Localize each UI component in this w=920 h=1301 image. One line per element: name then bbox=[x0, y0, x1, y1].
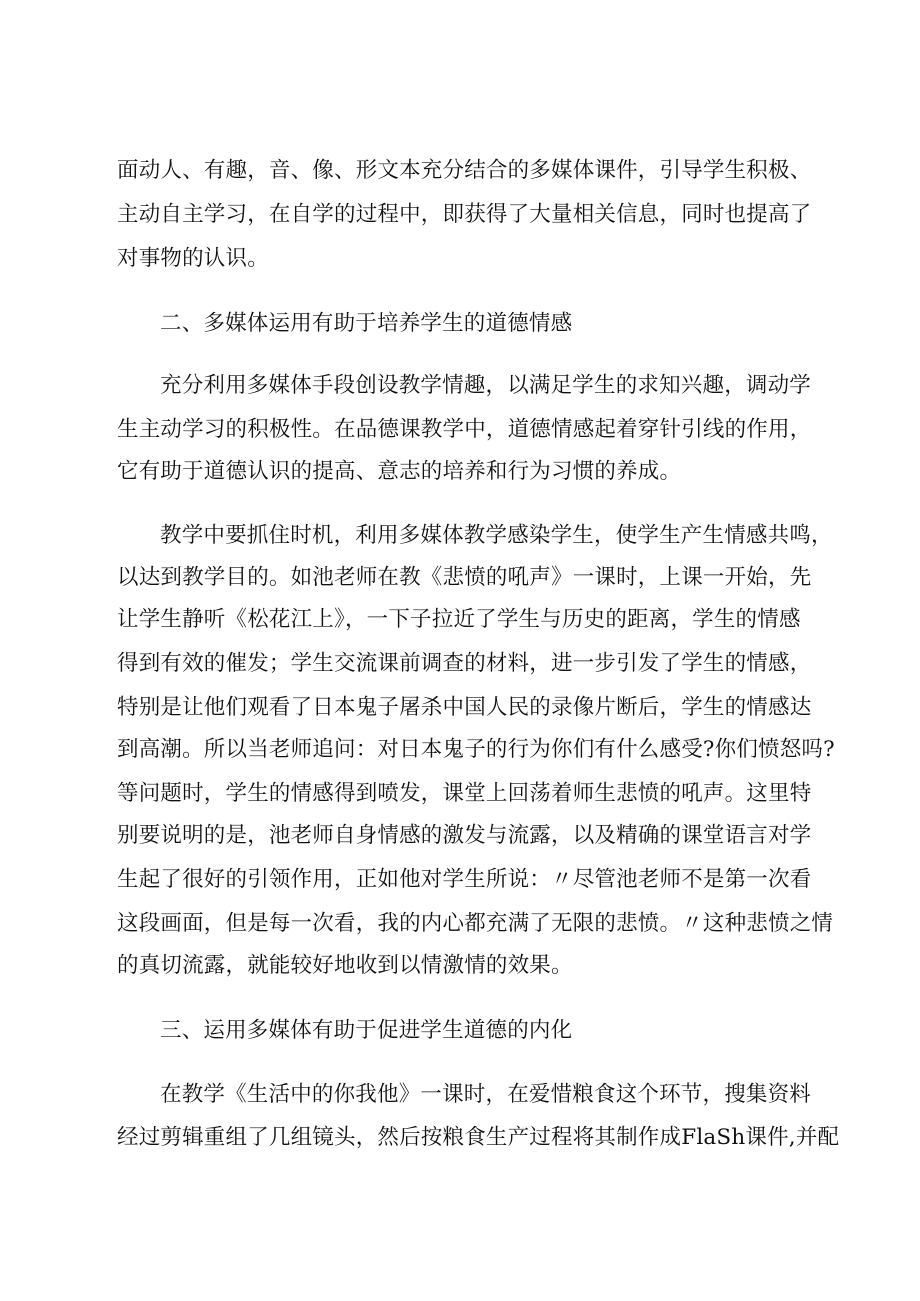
paragraph-3-line-4: 得到有效的催发；学生交流课前调查的材料，进一步引发了学生的情感， bbox=[117, 651, 812, 676]
paragraph-3-line-1: 教学中要抓住时机，利用多媒体教学感染学生，使学生产生情感共鸣， bbox=[160, 523, 833, 548]
paragraph-3-line-5: 特别是让他们观看了日本鬼子屠杀中国人民的录像片断后，学生的情感达 bbox=[117, 695, 812, 720]
paragraph-2-line-2: 生主动学习的积极性。在品德课教学中，道德情感起着穿针引线的作用， bbox=[117, 417, 812, 442]
paragraph-1-line-1: 面动人、有趣，音、像、形文本充分结合的多媒体课件，引导学生积极、 bbox=[117, 158, 812, 183]
paragraph-3-line-2: 以达到教学目的。如池老师在教《悲愤的吼声》一课时，上课一开始，先 bbox=[117, 565, 812, 590]
paragraph-3-line-8: 别要说明的是，池老师自身情感的激发与流露，以及精确的课堂语言对学 bbox=[117, 823, 812, 848]
section-heading-3: 三、运用多媒体有助于促进学生道德的内化 bbox=[160, 1018, 573, 1043]
paragraph-3-line-6: 到高潮。所以当老师追问：对日本鬼子的行为你们有什么感受?你们愤怒吗? bbox=[117, 737, 835, 762]
paragraph-3-line-9: 生起了很好的引领作用，正如他对学生所说：〃尽管池老师不是第一次看 bbox=[117, 867, 812, 892]
paragraph-2-line-3: 它有助于道德认识的提高、意志的培养和行为习惯的养成。 bbox=[117, 459, 682, 484]
paragraph-3-line-7: 等问题时，学生的情感得到喷发，课堂上回荡着师生悲愤的吼声。这里特 bbox=[117, 781, 812, 806]
paragraph-3-line-10: 这段画面，但是每一次看，我的内心都充满了无限的悲愤。〃这种悲愤之情 bbox=[117, 911, 834, 936]
paragraph-1-line-3: 对事物的认识。 bbox=[117, 246, 269, 271]
paragraph-4-line-1: 在教学《生活中的你我他》一课时，在爱惜粮食这个环节，搜集资料 bbox=[160, 1082, 812, 1107]
paragraph-3-line-3: 让学生静听《松花江上》，一下子拉近了学生与历史的距离，学生的情感 bbox=[117, 607, 801, 632]
paragraph-4-line-2: 经过剪辑重组了几组镜头，然后按粮食生产过程将其制作成FlaSh课件,并配 bbox=[117, 1125, 840, 1150]
paragraph-1-line-2: 主动自主学习，在自学的过程中，即获得了大量相关信息，同时也提高了 bbox=[117, 202, 812, 227]
paragraph-3-line-11: 的真切流露，就能较好地收到以情激情的效果。 bbox=[117, 953, 573, 978]
paragraph-2-line-1: 充分利用多媒体手段创设教学情趣，以满足学生的求知兴趣，调动学 bbox=[160, 373, 812, 398]
section-heading-2: 二、多媒体运用有助于培养学生的道德情感 bbox=[160, 311, 573, 336]
